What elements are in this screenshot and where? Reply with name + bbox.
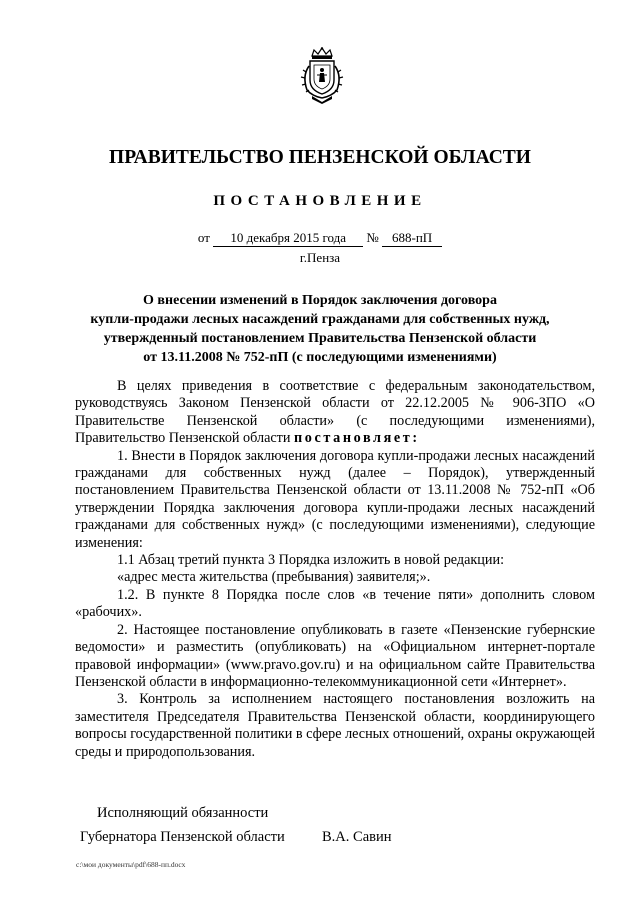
signatory-role-line2: Губернатора Пензенской области bbox=[80, 829, 285, 845]
intro-paragraph bbox=[75, 378, 595, 448]
intro-text: В целях приведения в соответствие с федеральным законодательством, руководствуясь Законом Пензенской области от 22.12.2005 № 906-ЗПО «О Правительстве Пензенской области» (с последующими изменениями), Правительство Пензенской области bbox=[75, 378, 595, 447]
city-label: г.Пенза bbox=[299, 250, 341, 265]
government-title: ПРАВИТЕЛЬСТВО ПЕНЗЕНСКОЙ ОБЛАСТИ bbox=[109, 147, 531, 168]
number-sign: № bbox=[366, 230, 379, 245]
document-number: 688-пП bbox=[382, 230, 442, 247]
document-body bbox=[75, 378, 595, 761]
decree-word: постановляет: bbox=[294, 430, 420, 447]
signatory-role-line1: Исполняющий обязанности bbox=[97, 805, 269, 821]
subject-line: от 13.11.2008 № 752-пП (с последующими изменениями) bbox=[143, 350, 497, 365]
document-date: 10 декабря 2015 года bbox=[213, 230, 363, 247]
paragraph-1-1: 1.1 Абзац третий пункта 3 Порядка изложить в новой редакции: bbox=[117, 552, 505, 569]
signatory-name: В.А. Савин bbox=[322, 829, 392, 845]
paragraph-2: 2. Настоящее постановление опубликовать в газете «Пензенские губернские ведомости» и разместить (опубликовать) на «Официальном интернет-портале правовой информации» (www.pravo.gov.ru) и на официальном сайте Правительства Пензенской области в информационно-телекоммуникационной сети «Интернет». bbox=[75, 621, 595, 690]
file-path-footer: c:\мои документы\pdf\688-пп.docx bbox=[76, 860, 186, 869]
coat-of-arms-icon bbox=[298, 46, 346, 104]
paragraph-1-2: 1.2. В пункте 8 Порядка после слов «в течение пяти» дополнить словом «рабочих». bbox=[75, 586, 595, 621]
paragraph-1: 1. Внести в Порядок заключения договора купли-продажи лесных насаждений гражданами для собственных нужд (далее – Порядок), утвержденный постановлением Правительства Пензенской области от 13.11.2008 № 752-пП «Об утверждении Порядка заключения договора купли-продажи лесных насаждений гражданами для собственных нужд» (с последующими изменениями), следующие изменения: bbox=[75, 447, 595, 551]
document-subject bbox=[70, 291, 570, 367]
document-type: ПОСТАНОВЛЕНИЕ bbox=[213, 193, 427, 209]
date-prefix: от bbox=[197, 230, 210, 245]
paragraph-3: 3. Контроль за исполнением настоящего постановления возложить на заместителя Председателя Правительства Пензенской области, координирующего вопросы государственной политики в сфере лесных отношений, охраны окружающей среды и природопользования. bbox=[75, 691, 595, 760]
subject-line: утвержденный постановлением Правительства Пензенской области bbox=[103, 331, 537, 346]
subject-line: О внесении изменений в Порядок заключения договора bbox=[143, 293, 497, 308]
subject-line: купли-продажи лесных насаждений гражданами для собственных нужд, bbox=[90, 312, 550, 327]
paragraph-1-1-quote: «адрес места жительства (пребывания) заявителя;». bbox=[117, 569, 431, 586]
date-number-line bbox=[0, 230, 640, 247]
